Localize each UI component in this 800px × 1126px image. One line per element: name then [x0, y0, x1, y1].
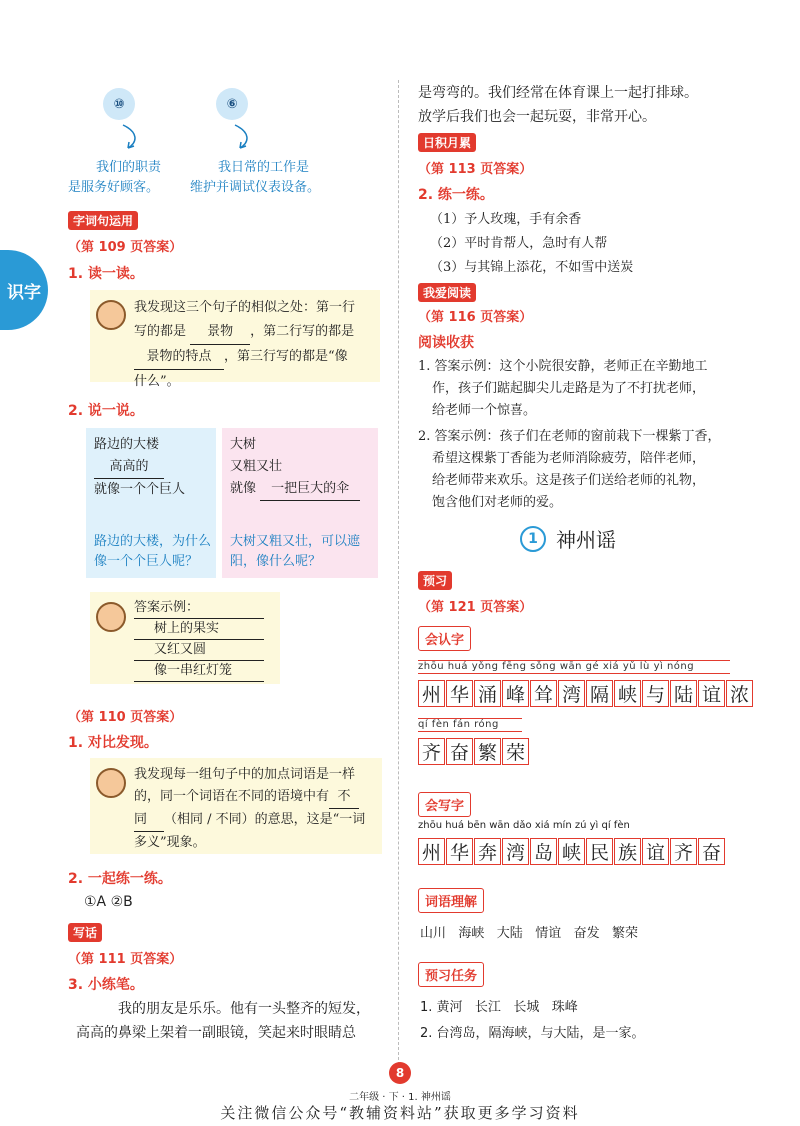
char-cell: 华 — [446, 680, 473, 707]
section-badge-preview: 预习 — [418, 570, 452, 590]
read-line-2b: ，第二行写的都是 — [250, 324, 355, 339]
page-ref-110: （第 110 页答案） — [68, 710, 183, 725]
reading-1-line-1: 1. 答案示例：这个小院很安静，老师正在辛勤地工 — [418, 359, 708, 374]
char-cell: 州 — [418, 680, 445, 707]
circle-number-6: ⑥ — [216, 88, 248, 120]
compare-answer-1: 不 — [329, 786, 359, 809]
char-cell: 荣 — [502, 738, 529, 765]
answer-scenery-feature: 景物的特点 — [134, 345, 224, 370]
circle-number-10: ⑩ — [103, 88, 135, 120]
compare-line-2: 的，同一个词语在不同的语境中有 — [134, 789, 330, 804]
child-avatar — [96, 768, 126, 798]
char-cell: 谊 — [698, 680, 725, 707]
compare-line-3: （相同 / 不同）的意思，这是“一词 — [164, 812, 366, 827]
example-feature: 又红又圆 — [134, 640, 264, 661]
char-cell: 峡 — [614, 680, 641, 707]
lesson-title: 神州谣 — [556, 528, 616, 552]
compare-line-1: 我发现每一组句子中的加点词语是一样 — [134, 767, 356, 782]
vocab-list: 山川 海峡 大陆 情谊 奋发 繁荣 — [420, 926, 638, 941]
note-duty-2: 是服务好顾客。 — [68, 180, 160, 195]
reading-2-line-2: 希望这棵紫丁香能为老师消除疲劳，陪伴老师， — [432, 451, 706, 466]
char-cell: 华 — [446, 838, 473, 865]
char-cell: 繁 — [474, 738, 501, 765]
char-cell: 隔 — [586, 680, 613, 707]
essay-line-2: 高高的鼻梁上架着一副眼镜，笑起来时眼睛总 — [76, 1025, 356, 1041]
recognize-chars-title: 会认字 — [418, 626, 471, 651]
char-cell: 岛 — [530, 838, 557, 865]
question-practice-2: 2. 练一练。 — [418, 187, 494, 203]
compare-line-4: 多义”现象。 — [134, 835, 206, 850]
recognize-pinyin-2: qí fèn fán róng — [418, 718, 522, 732]
char-cell: 谊 — [642, 838, 669, 865]
char-cell: 民 — [586, 838, 613, 865]
answer-scenery: 景物 — [190, 320, 250, 345]
read-line-1: 我发现这三个句子的相似之处：第一行 — [134, 300, 356, 315]
recognize-pinyin-1: zhōu huá yǒng fēng sǒng wān gé xiá yǔ lù yì nóng — [418, 660, 730, 674]
card2-question-2: 阳，像什么呢？ — [230, 554, 322, 569]
essay-line-3: 是弯弯的。我们经常在体育课上一起打排球。 — [418, 85, 698, 101]
essay-line-4: 放学后我们也会一起玩耍，非常开心。 — [418, 109, 656, 125]
arrow-icon — [230, 122, 260, 152]
card1-feature: 高高的 — [94, 456, 164, 479]
page-ref-109: （第 109 页答案） — [68, 240, 183, 255]
char-cell: 齐 — [418, 738, 445, 765]
char-cell: 峡 — [558, 838, 585, 865]
page-ref-111: （第 111 页答案） — [68, 952, 183, 967]
child-avatar — [96, 602, 126, 632]
reading-gain-title: 阅读收获 — [418, 335, 474, 351]
page-ref-116: （第 116 页答案） — [418, 310, 533, 325]
note-work: 我日常的工作是 — [218, 160, 310, 175]
reading-2-line-4: 饱含他们对老师的爱。 — [432, 495, 563, 510]
char-cell: 州 — [418, 838, 445, 865]
char-cell: 湾 — [558, 680, 585, 707]
reading-1-line-2: 作，孩子们踮起脚尖儿走路是为了不打扰老师， — [432, 381, 706, 396]
card2-like: 就像 — [230, 481, 257, 496]
reading-2-line-1: 2. 答案示例：孩子们在老师的窗前栽下一棵紫丁香， — [418, 429, 721, 444]
card1-question-2: 像一个个巨人呢？ — [94, 554, 199, 569]
example-answer-box — [90, 592, 280, 684]
card1-subject: 路边的大楼 — [94, 437, 160, 452]
proverb-1: （1）予人玫瑰，手有余香 — [430, 212, 582, 227]
card-building — [86, 428, 216, 578]
promo-line: 关注微信公众号“教辅资料站”获取更多学习资料 — [220, 1104, 580, 1122]
side-tab-literacy: 识字 — [0, 250, 48, 330]
char-cell: 族 — [614, 838, 641, 865]
example-label: 答案示例： — [134, 598, 264, 619]
question-read: 1. 读一读。 — [68, 266, 144, 282]
card-tree — [222, 428, 378, 578]
note-duty: 我们的职责 — [96, 160, 162, 175]
read-answer-box — [90, 290, 380, 389]
reading-1-line-3: 给老师一个惊喜。 — [432, 403, 537, 418]
read-line-3: ，第三行写的都是“像 — [224, 349, 348, 364]
child-avatar — [96, 300, 126, 330]
compare-answer-box — [90, 758, 382, 854]
lesson-number: 1 — [520, 526, 546, 552]
card2-question-1: 大树又粗又壮，可以遮 — [230, 534, 361, 549]
reading-2-line-3: 给老师带来欢乐。这是孩子们送给老师的礼物， — [432, 473, 706, 488]
page-ref-113: （第 113 页答案） — [418, 162, 533, 177]
preview-task-title: 预习任务 — [418, 962, 484, 987]
column-divider — [398, 80, 399, 1065]
task-2: 2. 台湾岛，隔海峡，与大陆，是一家。 — [420, 1026, 645, 1041]
char-cell: 陆 — [670, 680, 697, 707]
card1-like: 就像一个个巨人 — [94, 482, 186, 497]
recognize-chars-row-2 — [418, 738, 530, 765]
reading-answer-2 — [418, 426, 721, 514]
practice-answer: ①A ②B — [84, 894, 133, 910]
question-compare: 1. 对比发现。 — [68, 735, 158, 751]
question-speak: 2. 说一说。 — [68, 403, 144, 419]
reading-answer-1 — [418, 356, 708, 422]
read-line-4: 什么”。 — [134, 374, 180, 389]
arrow-icon — [118, 122, 148, 152]
char-cell: 涌 — [474, 680, 501, 707]
task-1: 1. 黄河 长江 长城 珠峰 — [420, 1000, 578, 1015]
card1-question-1: 路边的大楼，为什么 — [94, 534, 212, 549]
section-badge-reading: 我爱阅读 — [418, 282, 476, 302]
lesson-heading — [520, 524, 616, 553]
proverb-answers — [430, 208, 633, 280]
example-subject: 树上的果实 — [134, 619, 264, 640]
question-mini-writing: 3. 小练笔。 — [68, 977, 144, 993]
char-cell: 奔 — [474, 838, 501, 865]
card2-subject: 大树 — [230, 437, 257, 452]
proverb-2: （2）平时肯帮人，急时有人帮 — [430, 236, 608, 251]
page-number: 8 — [389, 1062, 411, 1084]
page-ref-121: （第 121 页答案） — [418, 600, 533, 615]
note-work-2: 维护并调试仪表设备。 — [190, 180, 321, 195]
example-like: 像一串红灯笼 — [134, 661, 264, 682]
char-cell: 齐 — [670, 838, 697, 865]
vocab-title: 词语理解 — [418, 888, 484, 913]
char-cell: 湾 — [502, 838, 529, 865]
compare-answer-2: 同 — [134, 809, 164, 832]
char-cell: 耸 — [530, 680, 557, 707]
section-badge-accumulation: 日积月累 — [418, 132, 476, 152]
section-badge-writing: 写话 — [68, 922, 102, 942]
char-cell: 峰 — [502, 680, 529, 707]
card2-answer: 一把巨大的伞 — [260, 478, 360, 501]
proverb-3: （3）与其锦上添花，不如雪中送炭 — [430, 260, 634, 275]
grade-line: 二年级 · 下 · 1. 神州谣 — [349, 1092, 451, 1103]
section-badge-word-usage: 字词句运用 — [68, 210, 138, 230]
write-pinyin: zhōu huá bēn wān dǎo xiá mín zú yì qí fèn — [418, 820, 630, 831]
write-chars-title: 会写字 — [418, 792, 471, 817]
char-cell: 浓 — [726, 680, 753, 707]
recognize-chars-row-1 — [418, 680, 754, 707]
char-cell: 奋 — [446, 738, 473, 765]
question-practice: 2. 一起练一练。 — [68, 871, 172, 887]
char-cell: 奋 — [698, 838, 725, 865]
read-line-2a: 写的都是 — [134, 324, 187, 339]
essay-line-1: 我的朋友是乐乐。他有一头整齐的短发， — [118, 1001, 370, 1017]
char-cell: 与 — [642, 680, 669, 707]
write-chars-row — [418, 838, 726, 865]
card2-feature: 又粗又壮 — [230, 459, 283, 474]
